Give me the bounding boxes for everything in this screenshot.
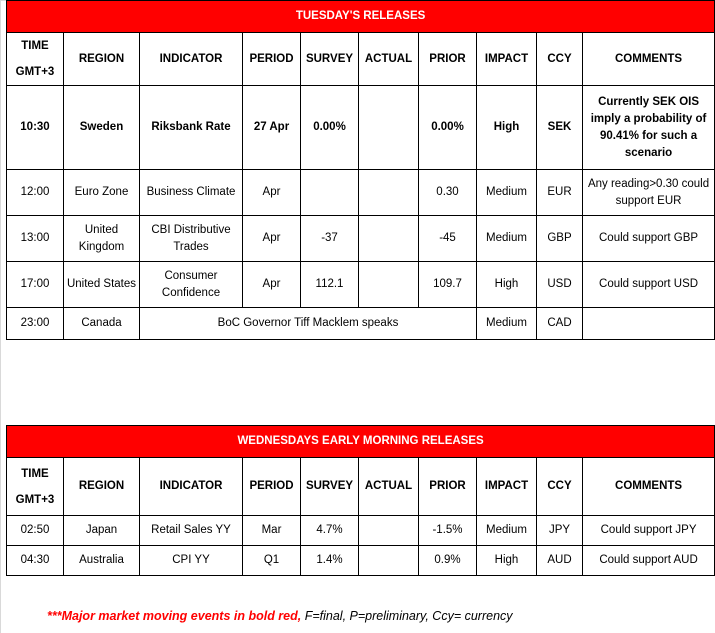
cell-time: 23:00 bbox=[7, 308, 64, 340]
section-title: WEDNESDAYS EARLY MORNING RELEASES bbox=[7, 426, 715, 458]
section-title-row bbox=[7, 426, 715, 458]
col-period-header: PERIOD bbox=[243, 458, 301, 516]
cell-impact: Medium bbox=[477, 516, 537, 546]
footer-note bbox=[47, 609, 513, 623]
col-survey-header: SURVEY bbox=[301, 33, 359, 86]
cell-period: Apr bbox=[243, 170, 301, 216]
col-time-header: TIME GMT+3 bbox=[7, 33, 64, 86]
cell-period: Apr bbox=[243, 216, 301, 262]
cell-ccy: CAD bbox=[537, 308, 583, 340]
cell-indicator: Business Climate bbox=[140, 170, 243, 216]
cell-comments: Could support JPY bbox=[583, 516, 715, 546]
col-ccy-header: CCY bbox=[537, 33, 583, 86]
cell-impact: High bbox=[477, 546, 537, 576]
cell-survey: -37 bbox=[301, 216, 359, 262]
cell-time: 04:30 bbox=[7, 546, 64, 576]
cell-indicator: Retail Sales YY bbox=[140, 516, 243, 546]
cell-prior: -45 bbox=[419, 216, 477, 262]
col-impact-header: IMPACT bbox=[477, 33, 537, 86]
col-survey-header: SURVEY bbox=[301, 458, 359, 516]
cell-prior: -1.5% bbox=[419, 516, 477, 546]
cell-comments: Could support GBP bbox=[583, 216, 715, 262]
table-row bbox=[7, 216, 715, 262]
col-period-header: PERIOD bbox=[243, 33, 301, 86]
col-indicator-header: INDICATOR bbox=[140, 33, 243, 86]
cell-survey: 1.4% bbox=[301, 546, 359, 576]
cell-impact: Medium bbox=[477, 216, 537, 262]
cell-indicator: CPI YY bbox=[140, 546, 243, 576]
cell-ccy: EUR bbox=[537, 170, 583, 216]
cell-prior: 0.9% bbox=[419, 546, 477, 576]
cell-event: BoC Governor Tiff Macklem speaks bbox=[140, 308, 477, 340]
wednesday-releases-table bbox=[6, 425, 715, 576]
cell-prior: 0.00% bbox=[419, 86, 477, 170]
cell-actual bbox=[359, 262, 419, 308]
col-indicator-header: INDICATOR bbox=[140, 458, 243, 516]
cell-survey: 4.7% bbox=[301, 516, 359, 546]
cell-region: Sweden bbox=[64, 86, 140, 170]
col-comments-header: COMMENTS bbox=[583, 33, 715, 86]
table-row bbox=[7, 262, 715, 308]
cell-actual bbox=[359, 216, 419, 262]
col-prior-header: PRIOR bbox=[419, 458, 477, 516]
col-prior-header: PRIOR bbox=[419, 33, 477, 86]
cell-impact: Medium bbox=[477, 170, 537, 216]
cell-ccy: USD bbox=[537, 262, 583, 308]
cell-comments bbox=[583, 308, 715, 340]
cell-survey bbox=[301, 170, 359, 216]
col-impact-header: IMPACT bbox=[477, 458, 537, 516]
table-row bbox=[7, 546, 715, 576]
cell-actual bbox=[359, 170, 419, 216]
cell-impact: Medium bbox=[477, 308, 537, 340]
tuesday-releases-table bbox=[6, 0, 715, 340]
cell-survey: 0.00% bbox=[301, 86, 359, 170]
cell-comments: Could support USD bbox=[583, 262, 715, 308]
cell-time: 10:30 bbox=[7, 86, 64, 170]
cell-region: United Kingdom bbox=[64, 216, 140, 262]
cell-comments: Could support AUD bbox=[583, 546, 715, 576]
cell-prior: 109.7 bbox=[419, 262, 477, 308]
cell-survey: 112.1 bbox=[301, 262, 359, 308]
cell-actual bbox=[359, 546, 419, 576]
cell-period: 27 Apr bbox=[243, 86, 301, 170]
cell-period: Q1 bbox=[243, 546, 301, 576]
cell-region: Japan bbox=[64, 516, 140, 546]
section-title: TUESDAY'S RELEASES bbox=[7, 1, 715, 33]
cell-time: 17:00 bbox=[7, 262, 64, 308]
col-actual-header: ACTUAL bbox=[359, 458, 419, 516]
cell-ccy: GBP bbox=[537, 216, 583, 262]
cell-period: Mar bbox=[243, 516, 301, 546]
cell-region: United States bbox=[64, 262, 140, 308]
cell-time: 02:50 bbox=[7, 516, 64, 546]
table-row bbox=[7, 86, 715, 170]
cell-comments: Any reading>0.30 could support EUR bbox=[583, 170, 715, 216]
cell-region: Canada bbox=[64, 308, 140, 340]
col-region-header: REGION bbox=[64, 33, 140, 86]
column-header-row bbox=[7, 33, 715, 86]
cell-indicator: Riksbank Rate bbox=[140, 86, 243, 170]
cell-ccy: AUD bbox=[537, 546, 583, 576]
table-row-merged bbox=[7, 308, 715, 340]
cell-ccy: SEK bbox=[537, 86, 583, 170]
cell-indicator: CBI Distributive Trades bbox=[140, 216, 243, 262]
cell-time: 13:00 bbox=[7, 216, 64, 262]
footer-legend-abbrev: F=final, P=preliminary, Ccy= currency bbox=[301, 609, 513, 623]
col-actual-header: ACTUAL bbox=[359, 33, 419, 86]
col-comments-header: COMMENTS bbox=[583, 458, 715, 516]
cell-comments: Currently SEK OIS imply a probability of 90.41% for such a scenario bbox=[583, 86, 715, 170]
table-row bbox=[7, 516, 715, 546]
col-region-header: REGION bbox=[64, 458, 140, 516]
cell-time: 12:00 bbox=[7, 170, 64, 216]
cell-actual bbox=[359, 86, 419, 170]
cell-actual bbox=[359, 516, 419, 546]
col-time-header: TIME GMT+3 bbox=[7, 458, 64, 516]
cell-prior: 0.30 bbox=[419, 170, 477, 216]
cell-region: Euro Zone bbox=[64, 170, 140, 216]
cell-indicator: Consumer Confidence bbox=[140, 262, 243, 308]
col-ccy-header: CCY bbox=[537, 458, 583, 516]
cell-period: Apr bbox=[243, 262, 301, 308]
cell-impact: High bbox=[477, 86, 537, 170]
column-header-row bbox=[7, 458, 715, 516]
section-title-row bbox=[7, 1, 715, 33]
cell-impact: High bbox=[477, 262, 537, 308]
cell-ccy: JPY bbox=[537, 516, 583, 546]
footer-legend-bold: ***Major market moving events in bold red, bbox=[47, 609, 302, 623]
cell-region: Australia bbox=[64, 546, 140, 576]
table-row bbox=[7, 170, 715, 216]
